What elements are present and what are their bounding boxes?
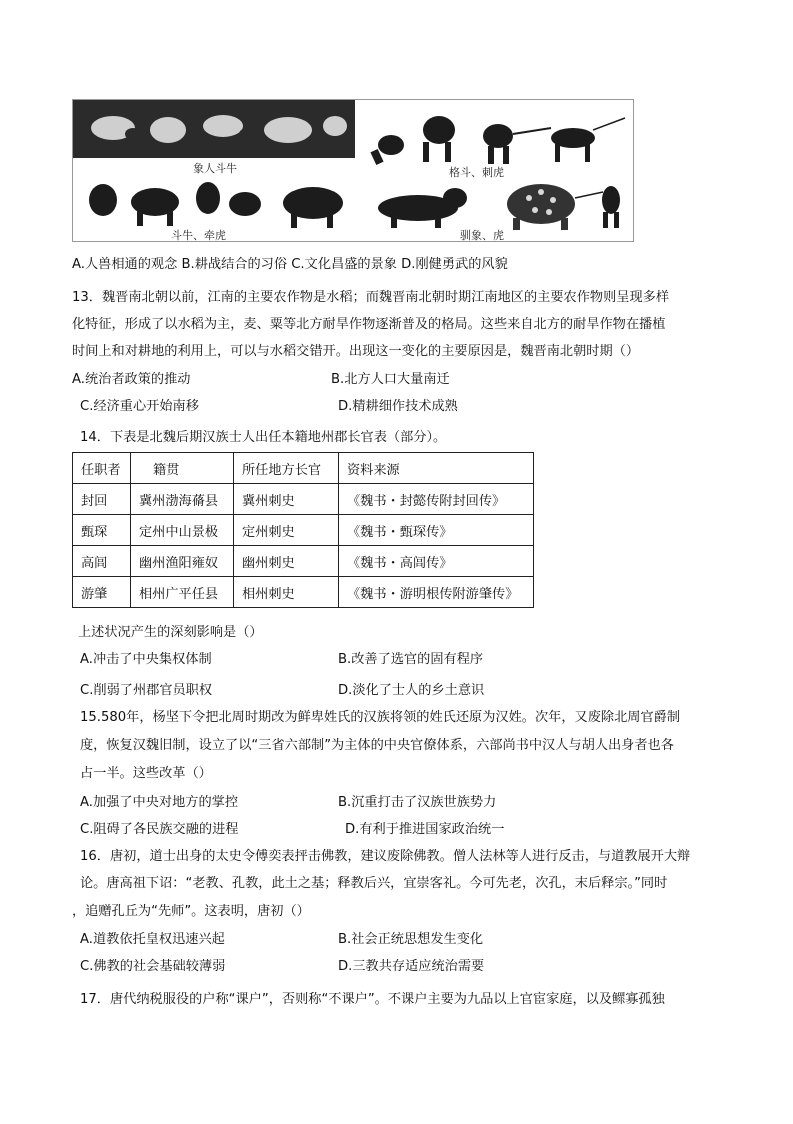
table-cell: 冀州刺史 xyxy=(234,484,339,515)
table-cell: 游肇 xyxy=(73,577,131,608)
figure-caption: 格斗、刺虎 xyxy=(449,166,504,179)
table-header-cell: 资料来源 xyxy=(339,453,534,484)
q13-stem-line: 时间上和对耕地的利用上，可以与水稻交错开。出现这一变化的主要原因是，魏晋南北朝时期（） xyxy=(72,344,640,359)
q14-table xyxy=(72,452,534,608)
table-cell: 定州中山景极 xyxy=(131,515,234,546)
q15-option-a: A.加强了中央对地方的掌控 xyxy=(80,795,239,810)
q13-stem-line: 13．魏晋南北朝以前，江南的主要农作物是水稻；而魏晋南北朝时期江南地区的主要农作物则呈现多样 xyxy=(72,290,670,305)
table-header-cell: 所任地方长官 xyxy=(234,453,339,484)
table-row xyxy=(73,515,534,546)
figure-caption: 斗牛、牵虎 xyxy=(171,229,226,242)
table-cell: 高闾 xyxy=(73,546,131,577)
q15-stem-line: 15.580年，杨坚下令把北周时期改为鲜卑姓氏的汉族将领的姓氏还原为汉姓。次年，又废除北周官爵制 xyxy=(80,710,681,725)
q14-option-c: C.削弱了州郡官员职权 xyxy=(80,683,213,698)
figure-caption: 驯象、虎 xyxy=(460,229,504,242)
relief-rubbing-figure xyxy=(72,99,634,242)
q14-stem: 14．下表是北魏后期汉族士人出任本籍地州郡长官表（部分）。 xyxy=(80,430,447,445)
q12-options: A.人兽相通的观念 B.耕战结合的习俗 C.文化昌盛的景象 D.刚健勇武的风貌 xyxy=(72,257,508,272)
table-cell: 幽州渔阳雍奴 xyxy=(131,546,234,577)
q16-option-b: B.社会正统思想发生变化 xyxy=(338,932,484,947)
table-header-row xyxy=(73,453,534,484)
table-cell: 《魏书・甄琛传》 xyxy=(339,515,534,546)
q17-stem-line: 17．唐代纳税服役的户称“课户”，否则称“不课户”。不课户主要为九品以上官宦家庭，以及鳏寡孤独 xyxy=(80,992,665,1007)
table-cell: 《魏书・高闾传》 xyxy=(339,546,534,577)
q15-option-c: C.阻碍了各民族交融的进程 xyxy=(80,822,239,837)
table-header-cell: 任职者 xyxy=(73,453,131,484)
table-cell: 《魏书・封懿传附封回传》 xyxy=(339,484,534,515)
q14-option-d: D.淡化了士人的乡土意识 xyxy=(338,683,485,698)
q13-option-a: A.统治者政策的推动 xyxy=(72,372,191,387)
table-cell: 封回 xyxy=(73,484,131,515)
table-cell: 《魏书・游明根传附游肇传》 xyxy=(339,577,534,608)
q13-option-b: B.北方人口大量南迁 xyxy=(331,372,450,387)
figure-caption: 象人斗牛 xyxy=(193,162,237,175)
table-cell: 冀州渤海蓨县 xyxy=(131,484,234,515)
table-cell: 甄琛 xyxy=(73,515,131,546)
q14-option-b: B.改善了选官的固有程序 xyxy=(338,652,484,667)
q16-stem-line: 论。唐高祖下诏：“老教、孔教，此土之基；释教后兴，宜崇客礼。今可先老，次孔，末后释宗。”同时 xyxy=(80,876,668,891)
q13-option-d: D.精耕细作技术成熟 xyxy=(338,399,458,414)
q16-stem-line: 16．唐初，道士出身的太史令傅奕表抨击佛教，建议废除佛教。僧人法林等人进行反击，与道教展开大辩 xyxy=(80,849,691,864)
q13-option-c: C.经济重心开始南移 xyxy=(80,399,199,414)
table-cell: 定州刺史 xyxy=(234,515,339,546)
q16-option-d: D.三教共存适应统治需要 xyxy=(338,959,485,974)
q14-question: 上述状况产生的深刻影响是（） xyxy=(78,625,263,640)
q16-option-c: C.佛教的社会基础较薄弱 xyxy=(80,959,226,974)
q15-stem-line: 占一半。这些改革（） xyxy=(80,766,212,781)
q13-stem-line: 化特征，形成了以水稻为主，麦、粟等北方耐旱作物逐渐普及的格局。这些来自北方的耐旱作物在播植 xyxy=(72,317,666,332)
q16-stem-line: ，追赠孔丘为“先师”。这表明，唐初（） xyxy=(72,904,310,919)
table-cell: 相州刺史 xyxy=(234,577,339,608)
table-row xyxy=(73,546,534,577)
table-cell: 幽州刺史 xyxy=(234,546,339,577)
table-cell: 相州广平任县 xyxy=(131,577,234,608)
q16-option-a: A.道教依托皇权迅速兴起 xyxy=(80,932,225,947)
table-row xyxy=(73,484,534,515)
q14-option-a: A.冲击了中央集权体制 xyxy=(80,652,212,667)
relief-silhouettes xyxy=(73,100,634,242)
table-header-cell: 籍贯 xyxy=(131,453,234,484)
table-row xyxy=(73,577,534,608)
q15-option-d: D.有利于推进国家政治统一 xyxy=(345,822,505,837)
q15-option-b: B.沉重打击了汉族世族势力 xyxy=(338,795,497,810)
q15-stem-line: 度，恢复汉魏旧制，设立了以“三省六部制”为主体的中央官僚体系，六部尚书中汉人与胡人出身者也各 xyxy=(80,738,674,753)
